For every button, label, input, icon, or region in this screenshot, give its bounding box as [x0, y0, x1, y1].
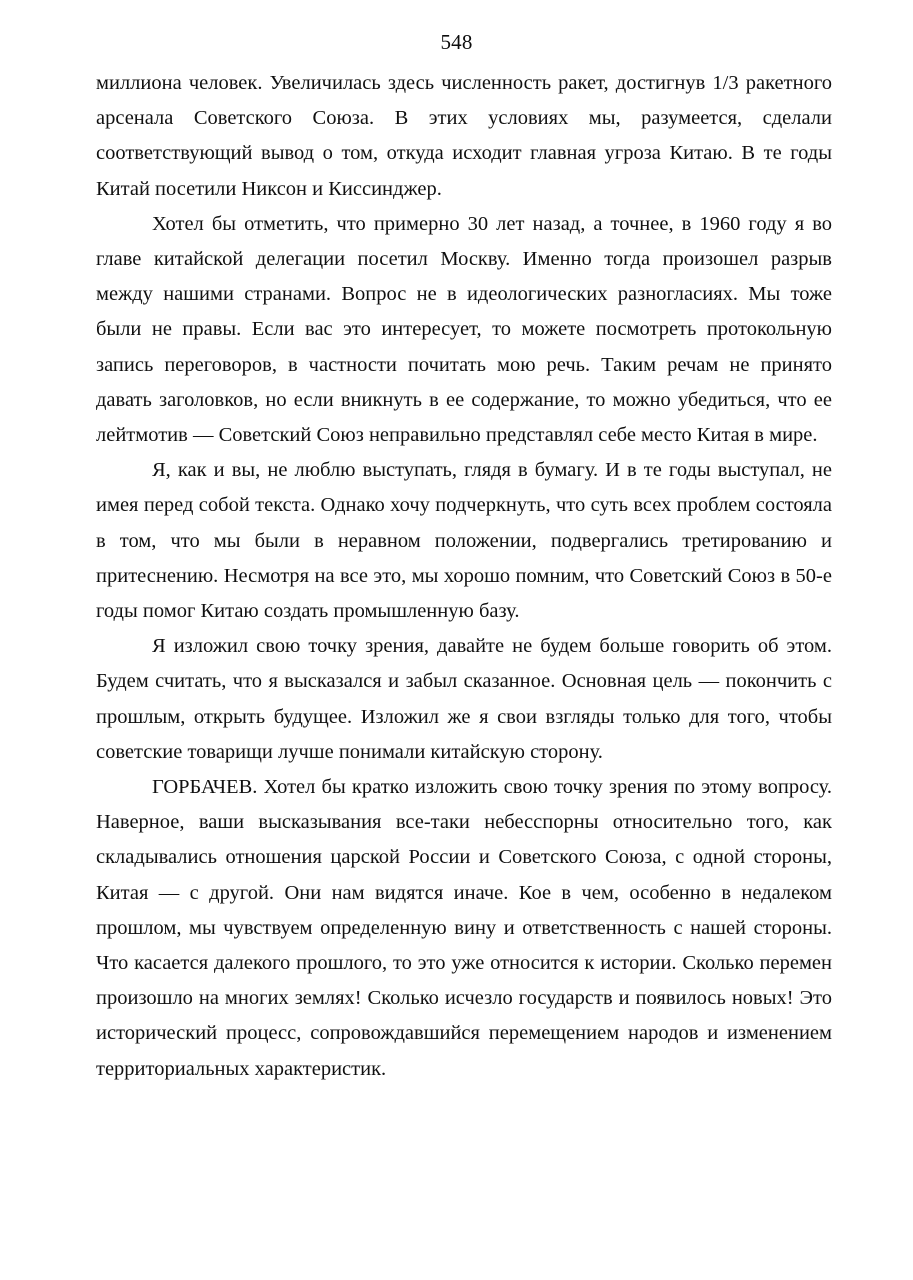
- paragraph: миллиона человек. Увеличилась здесь численность ракет, достигнув 1/3 ракетного арсенала Советского Союза. В этих условиях мы, разумеется, сделали соответствующий вывод о том, откуда исходит главная угроза Китаю. В те годы Китай посетили Никсон и Киссинджер.: [96, 72, 832, 200]
- paragraph: Я изложил свою точку зрения, давайте не будем больше говорить об этом. Будем считать, что я высказался и забыл сказанное. Основная цель — покончить с прошлым, открыть будущее. Изложил же я свои взгляды только для того, чтобы советские товарищи лучше понимали китайскую сторону.: [96, 635, 832, 763]
- page-body-text: [96, 66, 832, 1087]
- page-number: 548: [440, 30, 473, 54]
- paragraph: Хотел бы отметить, что примерно 30 лет назад, а точнее, в 1960 году я во главе китайской делегации посетил Москву. Именно тогда произошел разрыв между нашими странами. Вопрос не в идеологических разногласиях. Мы тоже были не правы. Если вас это интересует, то можете посмотреть протокольную запись переговоров, в частности почитать мою речь. Таким речам не принято давать заголовков, но если вникнуть в ее содержание, то можно убедиться, что ее лейтмотив — Советский Союз неправильно представлял себе место Китая в мире.: [96, 212, 832, 447]
- paragraph-speaker-gorbachev: ГОРБАЧЕВ. Хотел бы кратко изложить свою точку зрения по этому вопросу. Наверное, ваши высказывания все-таки небесспорны относительно того, как складывались отношения царской России и Советского Союза, с одной стороны, Китая — с другой. Они нам видятся иначе. Кое в чем, особенно в недалеком прошлом, мы чувствуем определенную вину и ответственность с нашей стороны. Что касается далекого прошлого, то это уже относится к истории. Сколько перемен произошло на многих землях! Сколько исчезло государств и появилось новых! Это исторический процесс, сопровождавшийся перемещением народов и изменением территориальных характеристик.: [96, 776, 832, 1080]
- paragraph: Я, как и вы, не люблю выступать, глядя в бумагу. И в те годы выступал, не имея перед собой текста. Однако хочу подчеркнуть, что суть всех проблем состояла в том, что мы были в неравном положении, подвергались третированию и притеснению. Несмотря на все это, мы хорошо помним, что Советский Союз в 50-е годы помог Китаю создать промышленную базу.: [96, 459, 832, 623]
